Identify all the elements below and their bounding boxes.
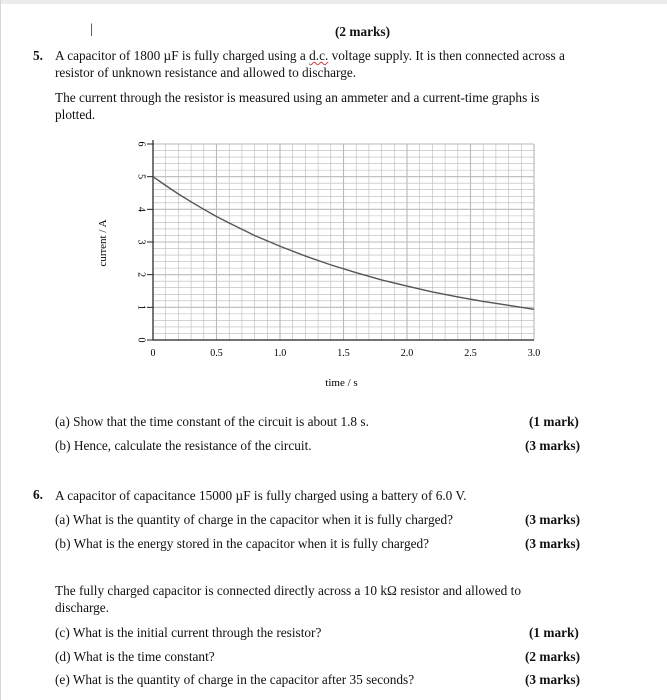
q6-part-c [55,624,321,641]
top-border [1,0,667,4]
q6-part-d-label: (d) [55,649,71,664]
q5-text-dc: d.c. [309,48,329,63]
x-tick-label: 0.5 [210,348,223,359]
q6-part-c-text: What is the initial current through the resistor? [72,625,322,640]
q6-part-b-label: (b) [55,536,71,551]
q6-part-c-label: (c) [55,625,70,640]
q5-text-pre: A capacitor of 1800 µF is fully charged using a [55,48,310,63]
y-tick-label: 5 [135,174,147,180]
x-tick-label: 2.0 [400,348,414,359]
y-axis-label: current / A [97,219,109,267]
q6-part-a [55,511,453,528]
q5-part-a-marks: (1 mark) [529,414,579,429]
q5-text [55,48,595,81]
q6-part-b-marks: (3 marks) [525,536,581,551]
q6-text: A capacitor of capacitance 15000 µF is fully charged using a battery of 6.0 V. [55,488,467,503]
current-time-graph [81,135,561,400]
y-tick-label: 4 [135,206,147,212]
x-axis-label: time / s [325,377,358,389]
x-tick-label: 0 [150,348,156,359]
q6-part-e [55,671,414,688]
y-tick-label: 1 [135,304,147,310]
y-tick-label: 6 [135,141,147,147]
q6-part-e-text: What is the quantity of charge in the capacitor after 35 seconds? [72,672,415,687]
q5-part-b-text: Hence, calculate the resistance of the circuit. [73,438,312,453]
q5-number: 5. [33,48,43,63]
q6-part-a-label: (a) [55,512,70,527]
q6-part-b-text: What is the energy stored in the capacitor when it is fully charged? [73,536,430,551]
prev-question-marks: (2 marks) [335,24,391,39]
q5-paragraph-2: The current through the resistor is measured using an ammeter and a current-time graphs is plotted. [55,90,540,122]
q5-part-b-label: (b) [55,438,71,453]
q5-part-a-label: (a) [55,414,70,429]
q6-part-d-marks: (2 marks) [525,649,581,664]
q6-part-b [55,535,429,552]
y-tick-labels [136,142,153,343]
x-tick-label: 2.5 [464,348,477,359]
x-tick-label: 3.0 [527,348,541,359]
q5-part-b [55,437,312,454]
x-tick-label: 1.5 [337,348,350,359]
q5-part-a-text: Show that the time constant of the circuit is about 1.8 s. [73,414,369,429]
text-cursor-mark: | [90,21,93,36]
q5-text-post: voltage supply. It is then connected across a resistor of unknown resistance and allowed to discharge. [55,48,565,80]
q6-part-a-text: What is the quantity of charge in the capacitor when it is fully charged? [72,512,454,527]
q6-part-d-text: What is the time constant? [73,649,215,664]
q6-part-e-label: (e) [55,672,70,687]
q6-part-e-marks: (3 marks) [525,672,581,687]
q6-part-a-marks: (3 marks) [525,512,581,527]
graph-grid [153,144,534,340]
q5-part-b-marks: (3 marks) [525,438,581,453]
x-tick-labels [151,348,541,359]
q6-part-d [55,648,215,665]
y-tick-label: 3 [135,239,147,245]
q5-part-a [55,413,369,430]
q6-part-c-marks: (1 mark) [529,625,579,640]
y-tick-label: 2 [135,272,147,278]
x-tick-label: 1.0 [273,348,287,359]
y-tick-label: 0 [135,337,147,343]
q6-number: 6. [33,487,43,502]
q6-paragraph-2: The fully charged capacitor is connected directly across a 10 kΩ resistor and allowed to discharge. [55,583,521,615]
